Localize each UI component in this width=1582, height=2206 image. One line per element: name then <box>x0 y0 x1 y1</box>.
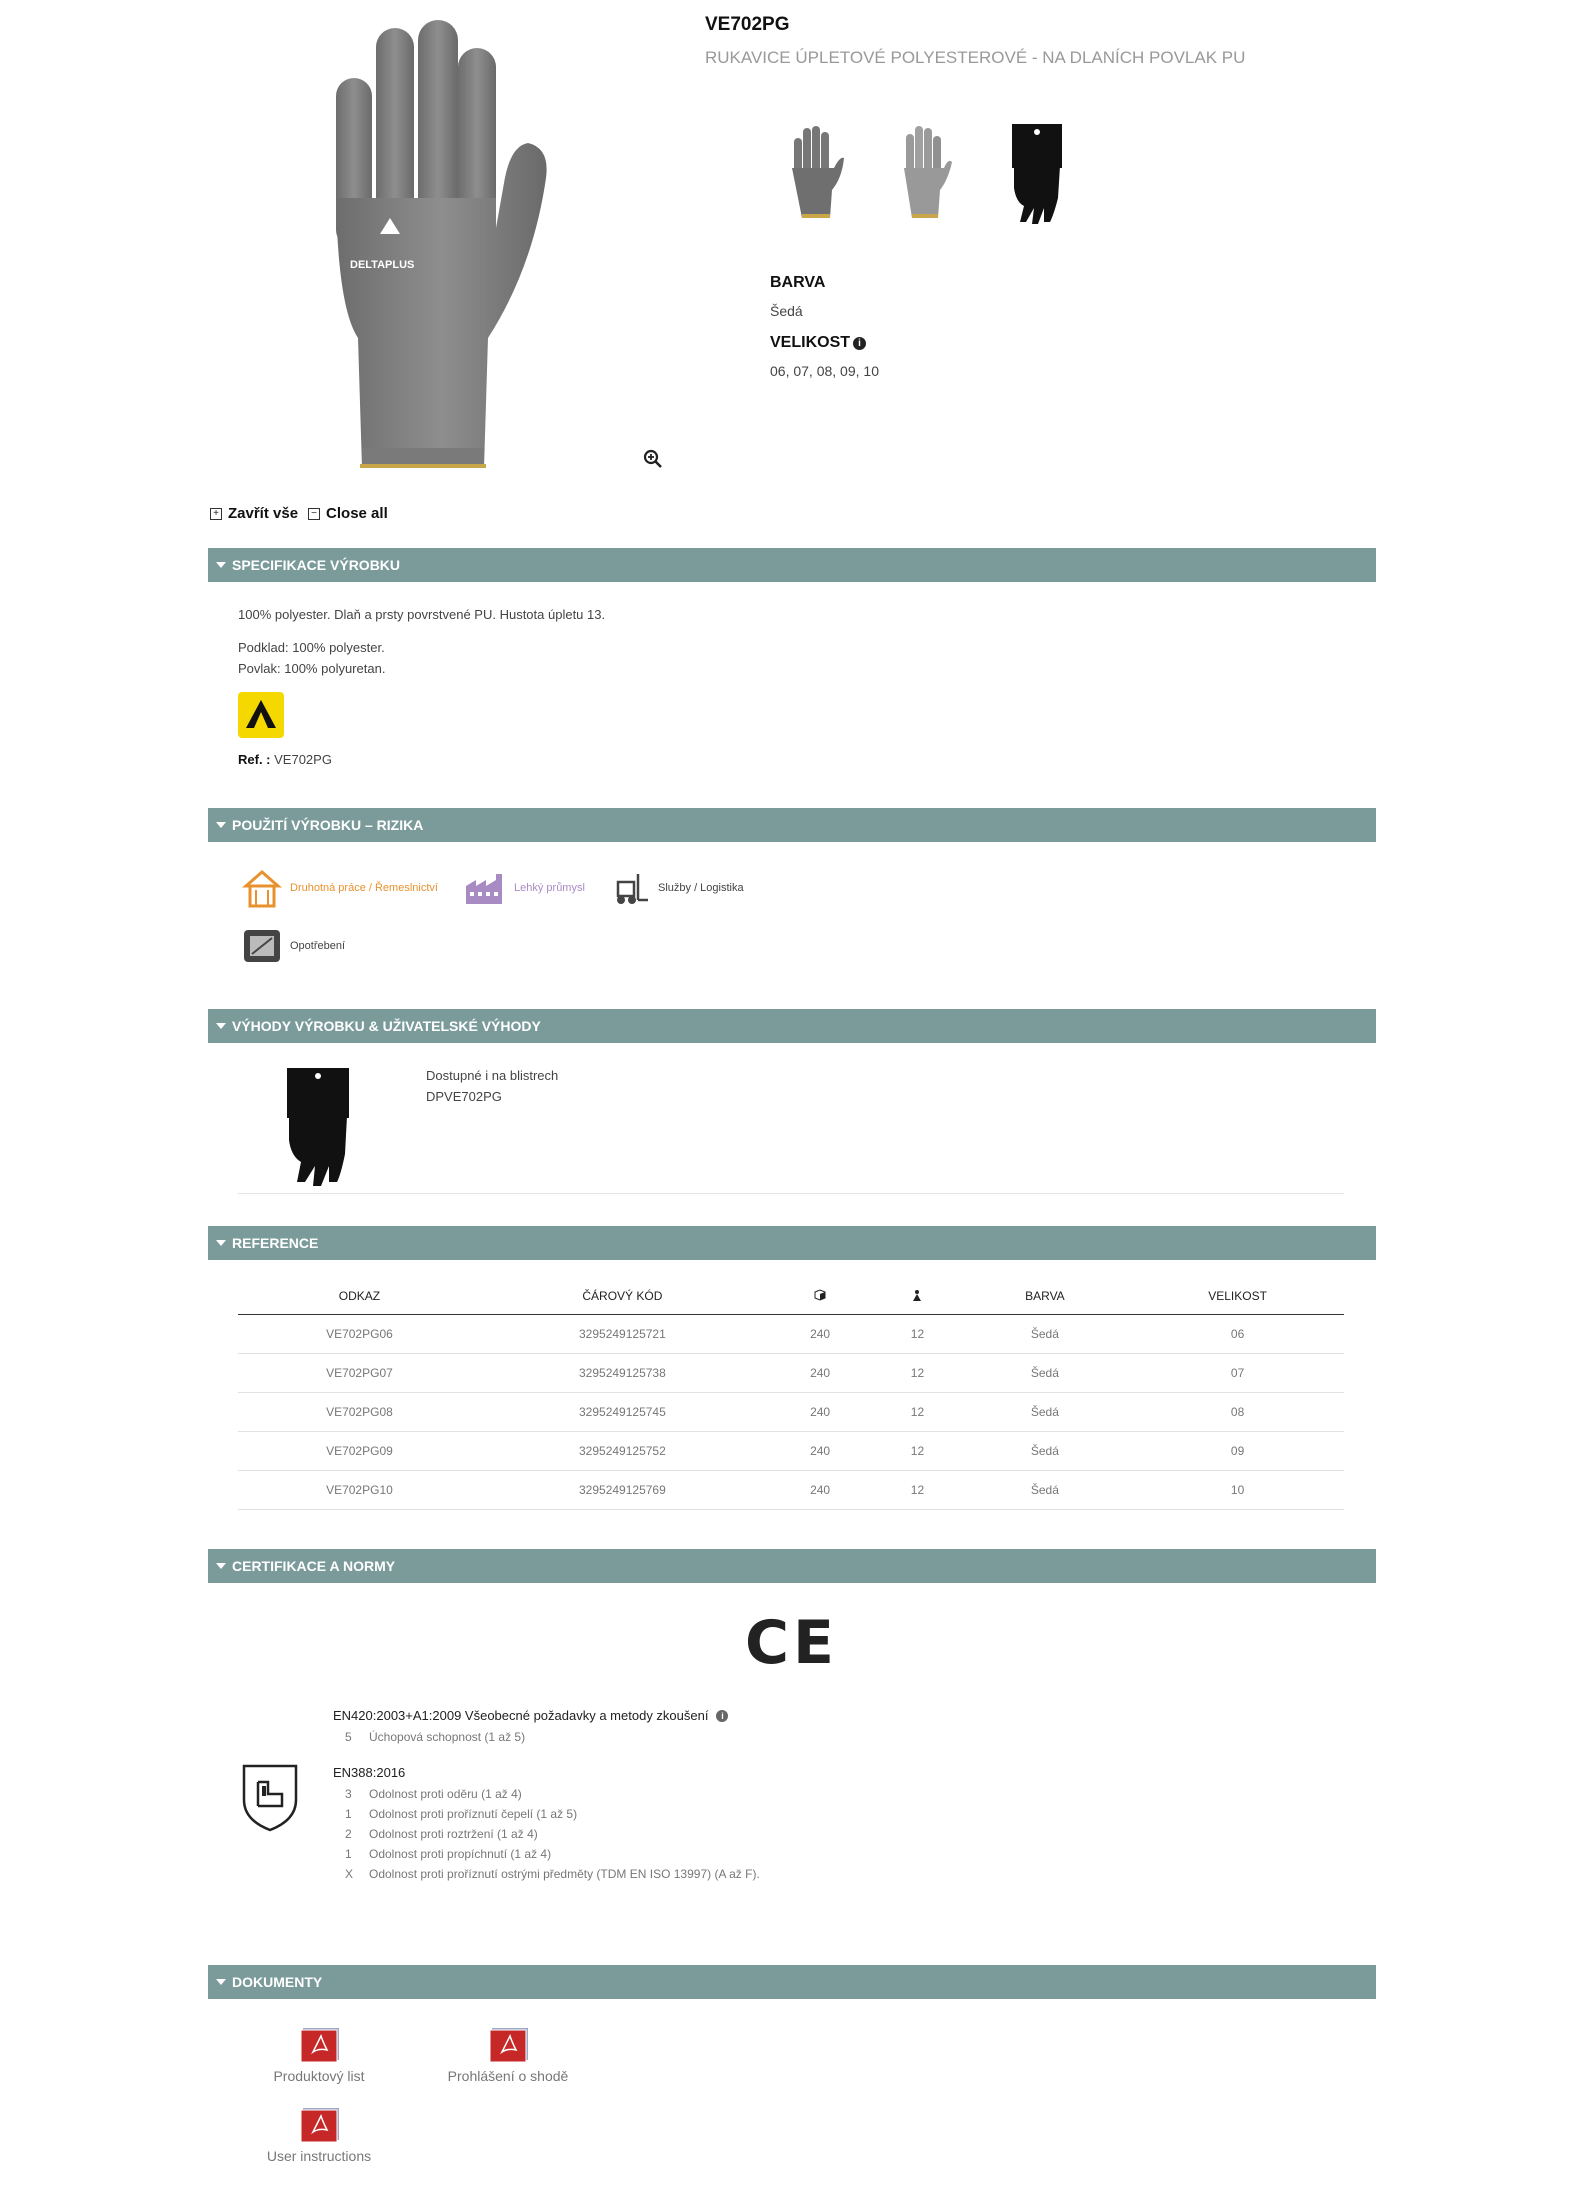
chevron-down-icon <box>216 822 226 828</box>
norm-text: Odolnost proti proříznutí čepelí (1 až 5) <box>369 1807 578 1821</box>
table-row <box>238 1354 1344 1393</box>
cell-pack-qty: 12 <box>876 1471 958 1510</box>
use-label-logistics: Služby / Logistika <box>658 882 744 894</box>
cell-ref: VE702PG09 <box>238 1432 481 1471</box>
cell-barcode: 3295249125721 <box>481 1315 764 1354</box>
cell-ref: VE702PG08 <box>238 1393 481 1432</box>
section-title-cert: CERTIFIKACE A NORMY <box>232 1558 396 1574</box>
norm-text: Odolnost proti oděru (1 až 4) <box>369 1787 522 1801</box>
collapse-all-link[interactable]: Close all <box>326 505 388 522</box>
cell-size: 09 <box>1131 1432 1344 1471</box>
en420-title: EN420:2003+A1:2009 Všeobecné požadavky a metody zkoušení <box>333 1708 709 1723</box>
section-header-cert[interactable] <box>208 1549 1376 1583</box>
cell-barcode: 3295249125738 <box>481 1354 764 1393</box>
cell-barcode: 3295249125745 <box>481 1393 764 1432</box>
cell-color: Šedá <box>959 1393 1132 1432</box>
chevron-down-icon <box>216 1563 226 1569</box>
section-title-benefits: VÝHODY VÝROBKU & UŽIVATELSKÉ VÝHODY <box>232 1018 541 1034</box>
table-row <box>238 1432 1344 1471</box>
thumbnail-gray-glove-palm[interactable] <box>888 118 968 228</box>
norm-score: 1 <box>345 1847 352 1861</box>
cell-ref: VE702PG10 <box>238 1471 481 1510</box>
chevron-down-icon <box>216 1979 226 1985</box>
section-title-docs: DOKUMENTY <box>232 1974 323 1990</box>
use-label-wear: Opotřebení <box>290 940 346 952</box>
cell-color: Šedá <box>959 1471 1132 1510</box>
cell-pack-qty: 12 <box>876 1393 958 1432</box>
en420-title-row <box>333 1708 728 1723</box>
norm-text: Odolnost proti roztržení (1 až 4) <box>369 1827 538 1841</box>
spec-line-2: Podklad: 100% polyester. <box>238 640 385 655</box>
benefit-line-1: Dostupné i na blistrech <box>426 1068 559 1083</box>
norm-score: 3 <box>345 1787 352 1801</box>
cell-size: 07 <box>1131 1354 1344 1393</box>
cell-size: 10 <box>1131 1471 1344 1510</box>
col-header-color: BARVA <box>959 1278 1132 1315</box>
norm-row <box>345 1847 551 1861</box>
norm-score: 5 <box>345 1730 352 1744</box>
collapse-all-icon[interactable]: − <box>308 508 320 520</box>
section-header-reference[interactable] <box>208 1226 1376 1260</box>
expand-all-link[interactable]: Zavřít vše <box>228 505 299 522</box>
cell-box-qty: 240 <box>764 1432 876 1471</box>
spec-ref <box>238 752 332 767</box>
norm-row <box>345 1787 522 1801</box>
cell-size: 06 <box>1131 1315 1344 1354</box>
table-row <box>238 1315 1344 1354</box>
ref-label: Ref. : <box>238 752 271 767</box>
use-item-wear <box>242 926 345 966</box>
cell-ref: VE702PG06 <box>238 1315 481 1354</box>
product-subtitle: RUKAVICE ÚPLETOVÉ POLYESTEROVÉ - NA DLANÍCH POVLAK PU <box>705 48 1246 67</box>
zoom-icon[interactable] <box>643 449 663 474</box>
cell-box-qty: 240 <box>764 1471 876 1510</box>
norm-row <box>345 1827 538 1841</box>
norm-score: 1 <box>345 1807 352 1821</box>
ref-value: VE702PG <box>274 752 332 767</box>
pdf-icon <box>488 2026 528 2062</box>
reference-table <box>238 1278 1344 1510</box>
benefits-divider <box>238 1193 1344 1194</box>
spec-line-3: Povlak: 100% polyuretan. <box>238 661 386 676</box>
norm-row <box>345 1730 525 1744</box>
ce-mark: CE <box>745 1608 839 1678</box>
toggle-controls <box>210 505 388 522</box>
section-header-docs[interactable] <box>208 1965 1376 1999</box>
cell-barcode: 3295249125769 <box>481 1471 764 1510</box>
cell-box-qty: 240 <box>764 1315 876 1354</box>
table-row <box>238 1471 1344 1510</box>
document-label: User instructions <box>266 2148 372 2164</box>
norm-row <box>345 1867 760 1881</box>
person-icon <box>876 1278 958 1315</box>
cell-color: Šedá <box>959 1354 1132 1393</box>
expand-all-icon[interactable]: + <box>210 508 222 520</box>
document-link-declaration[interactable] <box>428 2026 588 2084</box>
document-label: Prohlášení o shodě <box>447 2068 569 2084</box>
color-value: Šedá <box>770 303 803 319</box>
col-header-barcode: ČÁROVÝ KÓD <box>481 1278 764 1315</box>
factory-icon <box>464 868 506 908</box>
cell-color: Šedá <box>959 1432 1132 1471</box>
norm-text: Úchopová schopnost (1 až 5) <box>369 1730 526 1744</box>
use-label-light-industry: Lehký průmysl <box>514 882 585 894</box>
pdf-icon <box>299 2106 339 2142</box>
chevron-down-icon <box>216 562 226 568</box>
table-row <box>238 1393 1344 1432</box>
document-link-user-instructions[interactable] <box>239 2106 399 2164</box>
en388-title: EN388:2016 <box>333 1765 406 1780</box>
product-title: VE702PG <box>705 14 790 35</box>
color-label: BARVA <box>770 274 826 291</box>
house-craft-icon <box>242 868 282 908</box>
cell-barcode: 3295249125752 <box>481 1432 764 1471</box>
info-icon[interactable]: i <box>853 337 866 350</box>
size-heading <box>770 334 866 352</box>
product-main-image[interactable] <box>318 8 558 480</box>
pdf-icon <box>299 2026 339 2062</box>
chevron-down-icon <box>216 1240 226 1246</box>
en388-pictogram-icon <box>240 1762 300 1837</box>
section-title-use: POUŽITÍ VÝROBKU – RIZIKA <box>232 817 424 833</box>
cell-size: 08 <box>1131 1393 1344 1432</box>
cell-pack-qty: 12 <box>876 1354 958 1393</box>
cell-ref: VE702PG07 <box>238 1354 481 1393</box>
use-item-craft <box>242 868 438 908</box>
norm-text: Odolnost proti proříznutí ostrými předměty (TDM EN ISO 13997) (A až F). <box>369 1867 760 1881</box>
col-header-size: VELIKOST <box>1131 1278 1344 1315</box>
section-title-reference: REFERENCE <box>232 1235 319 1251</box>
section-header-benefits[interactable] <box>208 1009 1376 1043</box>
info-icon[interactable]: i <box>716 1710 728 1722</box>
cell-color: Šedá <box>959 1315 1132 1354</box>
use-item-logistics <box>608 868 744 908</box>
norm-score: 2 <box>345 1827 352 1841</box>
thumbnail-gray-glove[interactable] <box>778 118 858 228</box>
deltaplus-badge-icon <box>238 692 284 738</box>
document-label: Produktový list <box>273 2068 365 2084</box>
glove-logo-text: DELTAPLUS <box>350 259 415 271</box>
thumbnail-blister-pack[interactable] <box>998 118 1078 228</box>
forklift-icon <box>608 868 650 908</box>
wear-icon <box>242 926 282 966</box>
use-item-light-industry <box>464 868 585 908</box>
cell-box-qty: 240 <box>764 1354 876 1393</box>
benefit-line-2: DPVE702PG <box>426 1089 502 1104</box>
norm-row <box>345 1807 577 1821</box>
size-label: VELIKOST <box>770 334 851 351</box>
cell-pack-qty: 12 <box>876 1432 958 1471</box>
cell-box-qty: 240 <box>764 1393 876 1432</box>
table-header-row <box>238 1278 1344 1315</box>
col-header-odkaz: ODKAZ <box>238 1278 481 1315</box>
box-icon <box>764 1278 876 1315</box>
section-header-spec[interactable] <box>208 548 1376 582</box>
use-label-craft: Druhotná práce / Řemeslnictví <box>290 882 438 894</box>
section-title-spec: SPECIFIKACE VÝROBKU <box>232 557 401 573</box>
cell-pack-qty: 12 <box>876 1315 958 1354</box>
section-header-use[interactable] <box>208 808 1376 842</box>
norm-score: X <box>345 1867 354 1881</box>
size-value: 06, 07, 08, 09, 10 <box>770 363 879 379</box>
document-link-product-sheet[interactable] <box>239 2026 399 2084</box>
blister-image <box>283 1064 353 1188</box>
chevron-down-icon <box>216 1023 226 1029</box>
norm-text: Odolnost proti propíchnutí (1 až 4) <box>369 1847 552 1861</box>
spec-line-1: 100% polyester. Dlaň a prsty povrstvené PU. Hustota úpletu 13. <box>238 607 606 622</box>
